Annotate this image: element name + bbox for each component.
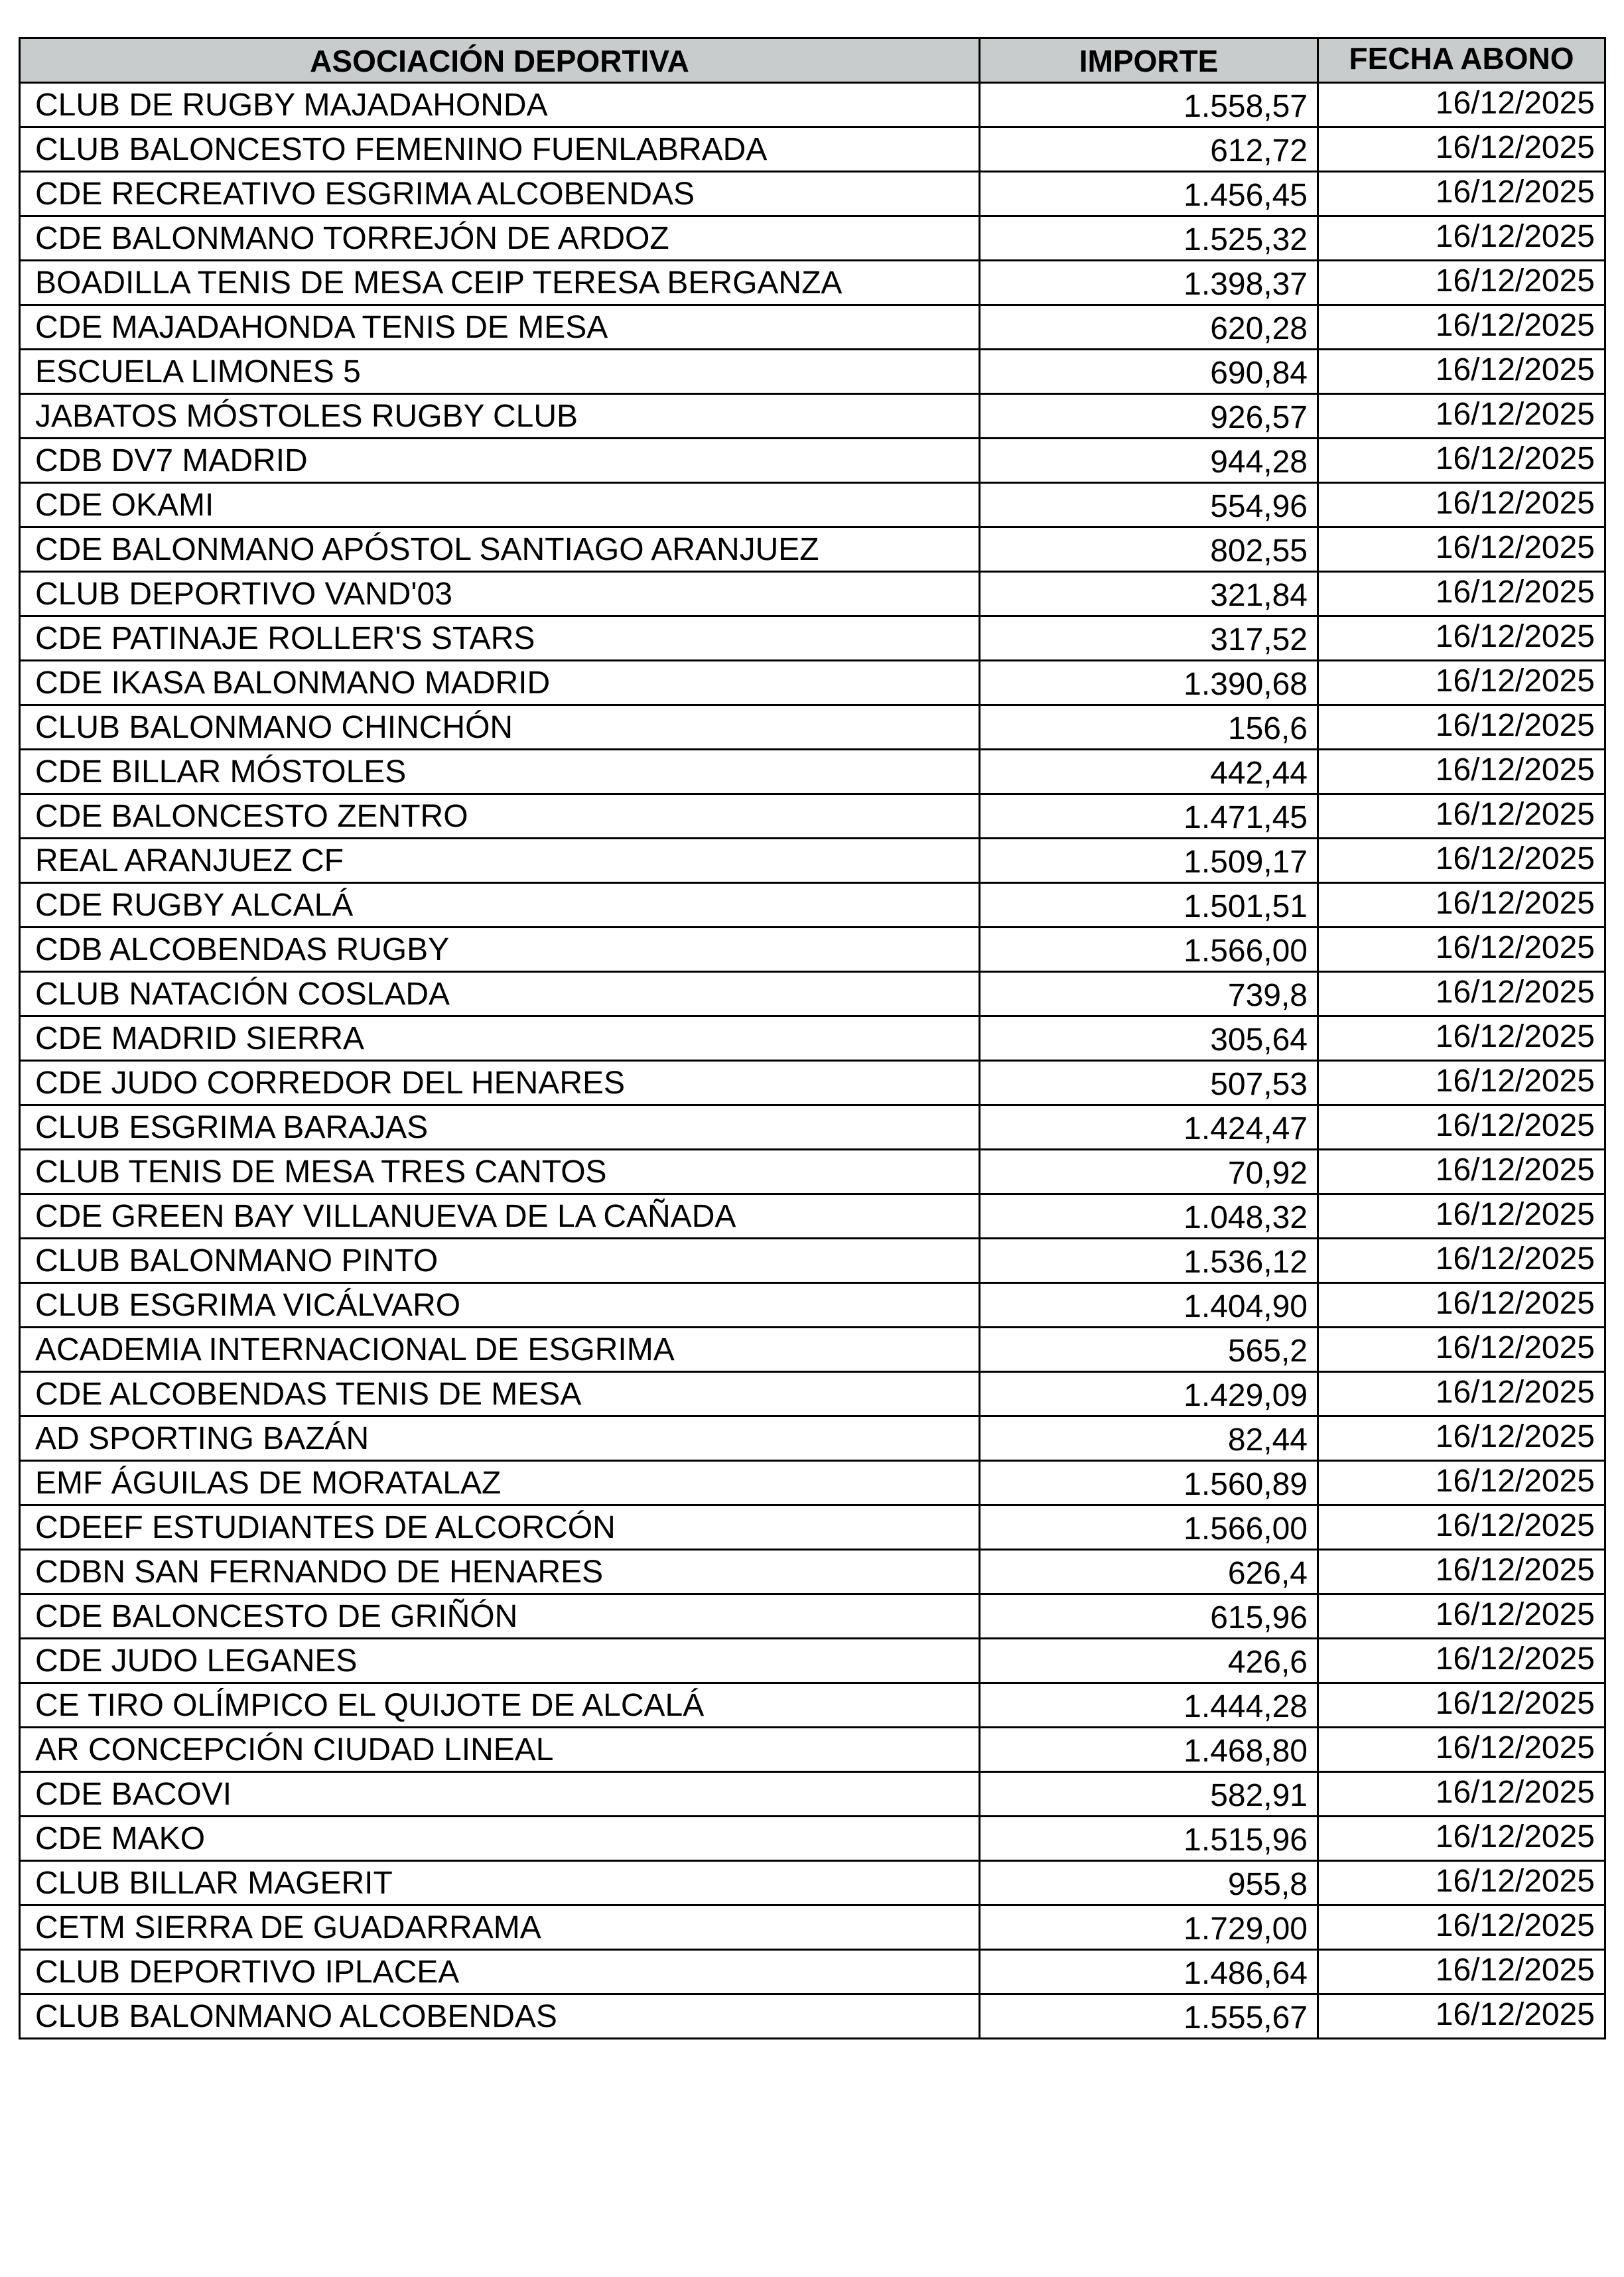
association-name-cell: CLUB ESGRIMA BARAJAS: [20, 1105, 980, 1150]
table-row: [20, 1728, 1605, 1772]
payment-date-cell: 16/12/2025: [1318, 661, 1605, 705]
table-row: [20, 616, 1605, 661]
association-name-cell: CLUB TENIS DE MESA TRES CANTOS: [20, 1150, 980, 1194]
amount-cell: 1.048,32: [980, 1194, 1318, 1239]
association-name-cell: CDE MADRID SIERRA: [20, 1016, 980, 1061]
payment-date-cell: 16/12/2025: [1318, 1505, 1605, 1550]
payment-date-cell: 16/12/2025: [1318, 1905, 1605, 1950]
association-name-cell: CDE JUDO LEGANES: [20, 1639, 980, 1683]
association-name-cell: CLUB BALONCESTO FEMENINO FUENLABRADA: [20, 127, 980, 172]
payment-date-cell: 16/12/2025: [1318, 1594, 1605, 1639]
table-row: [20, 1150, 1605, 1194]
payment-date-cell: 16/12/2025: [1318, 1639, 1605, 1683]
association-name-cell: CLUB BALONMANO CHINCHÓN: [20, 705, 980, 750]
association-name-cell: CDE JUDO CORREDOR DEL HENARES: [20, 1061, 980, 1105]
amount-cell: 554,96: [980, 483, 1318, 527]
association-name-cell: CDE RECREATIVO ESGRIMA ALCOBENDAS: [20, 172, 980, 216]
association-name-cell: CLUB DEPORTIVO IPLACEA: [20, 1950, 980, 1994]
association-name-cell: CLUB BALONMANO PINTO: [20, 1239, 980, 1283]
association-name-cell: CDE IKASA BALONMANO MADRID: [20, 661, 980, 705]
payments-sheet: [19, 37, 1604, 2039]
table-row: [20, 1994, 1605, 2039]
table-row: [20, 1861, 1605, 1905]
table-row: [20, 1817, 1605, 1861]
association-name-cell: CDEEF ESTUDIANTES DE ALCORCÓN: [20, 1505, 980, 1550]
header-association: ASOCIACIÓN DEPORTIVA: [20, 38, 980, 83]
amount-cell: 1.558,57: [980, 83, 1318, 127]
header-row: [20, 38, 1605, 83]
table-row: [20, 439, 1605, 483]
table-body: [20, 83, 1605, 2039]
table-row: [20, 1239, 1605, 1283]
amount-cell: 1.398,37: [980, 261, 1318, 305]
payment-date-cell: 16/12/2025: [1318, 1461, 1605, 1505]
table-row: [20, 1683, 1605, 1728]
association-name-cell: CDE OKAMI: [20, 483, 980, 527]
payment-date-cell: 16/12/2025: [1318, 83, 1605, 127]
amount-cell: 1.525,32: [980, 216, 1318, 261]
amount-cell: 507,53: [980, 1061, 1318, 1105]
table-row: [20, 1016, 1605, 1061]
table-row: [20, 1461, 1605, 1505]
amount-cell: 690,84: [980, 350, 1318, 394]
payment-date-cell: 16/12/2025: [1318, 527, 1605, 572]
payment-date-cell: 16/12/2025: [1318, 1105, 1605, 1150]
amount-cell: 955,8: [980, 1861, 1318, 1905]
payment-date-cell: 16/12/2025: [1318, 616, 1605, 661]
payment-date-cell: 16/12/2025: [1318, 1772, 1605, 1817]
association-name-cell: CLUB NATACIÓN COSLADA: [20, 972, 980, 1016]
amount-cell: 1.729,00: [980, 1905, 1318, 1950]
payment-date-cell: 16/12/2025: [1318, 305, 1605, 350]
amount-cell: 1.390,68: [980, 661, 1318, 705]
payment-date-cell: 16/12/2025: [1318, 1194, 1605, 1239]
association-name-cell: CDBN SAN FERNANDO DE HENARES: [20, 1550, 980, 1594]
payment-date-cell: 16/12/2025: [1318, 1016, 1605, 1061]
amount-cell: 82,44: [980, 1416, 1318, 1461]
amount-cell: 1.444,28: [980, 1683, 1318, 1728]
association-name-cell: CDE MAJADAHONDA TENIS DE MESA: [20, 305, 980, 350]
payment-date-cell: 16/12/2025: [1318, 572, 1605, 616]
amount-cell: 442,44: [980, 750, 1318, 794]
payment-date-cell: 16/12/2025: [1318, 1994, 1605, 2039]
table-row: [20, 972, 1605, 1016]
table-row: [20, 794, 1605, 839]
table-row: [20, 127, 1605, 172]
payment-date-cell: 16/12/2025: [1318, 1728, 1605, 1772]
payment-date-cell: 16/12/2025: [1318, 750, 1605, 794]
payment-date-cell: 16/12/2025: [1318, 839, 1605, 883]
association-name-cell: CLUB BILLAR MAGERIT: [20, 1861, 980, 1905]
payment-date-cell: 16/12/2025: [1318, 972, 1605, 1016]
table-row: [20, 527, 1605, 572]
payment-date-cell: 16/12/2025: [1318, 1416, 1605, 1461]
payment-date-cell: 16/12/2025: [1318, 439, 1605, 483]
amount-cell: 317,52: [980, 616, 1318, 661]
amount-cell: 426,6: [980, 1639, 1318, 1683]
table-row: [20, 305, 1605, 350]
amount-cell: 1.471,45: [980, 794, 1318, 839]
amount-cell: 1.468,80: [980, 1728, 1318, 1772]
header-amount: IMPORTE: [980, 38, 1318, 83]
association-name-cell: CLUB ESGRIMA VICÁLVARO: [20, 1283, 980, 1328]
association-name-cell: ESCUELA LIMONES 5: [20, 350, 980, 394]
payment-date-cell: 16/12/2025: [1318, 1950, 1605, 1994]
table-row: [20, 1328, 1605, 1372]
table-row: [20, 394, 1605, 439]
payment-date-cell: 16/12/2025: [1318, 1683, 1605, 1728]
table-row: [20, 661, 1605, 705]
amount-cell: 1.429,09: [980, 1372, 1318, 1416]
table-row: [20, 1105, 1605, 1150]
payment-date-cell: 16/12/2025: [1318, 1817, 1605, 1861]
table-row: [20, 483, 1605, 527]
payment-date-cell: 16/12/2025: [1318, 883, 1605, 928]
payment-date-cell: 16/12/2025: [1318, 127, 1605, 172]
payment-date-cell: 16/12/2025: [1318, 394, 1605, 439]
association-name-cell: CDB DV7 MADRID: [20, 439, 980, 483]
association-name-cell: CLUB DEPORTIVO VAND'03: [20, 572, 980, 616]
payment-date-cell: 16/12/2025: [1318, 794, 1605, 839]
table-row: [20, 1283, 1605, 1328]
association-name-cell: CDE ALCOBENDAS TENIS DE MESA: [20, 1372, 980, 1416]
amount-cell: 565,2: [980, 1328, 1318, 1372]
amount-cell: 1.566,00: [980, 1505, 1318, 1550]
table-row: [20, 216, 1605, 261]
association-name-cell: CDE BALONMANO APÓSTOL SANTIAGO ARANJUEZ: [20, 527, 980, 572]
table-row: [20, 572, 1605, 616]
amount-cell: 615,96: [980, 1594, 1318, 1639]
payment-date-cell: 16/12/2025: [1318, 1239, 1605, 1283]
amount-cell: 612,72: [980, 127, 1318, 172]
association-name-cell: AR CONCEPCIÓN CIUDAD LINEAL: [20, 1728, 980, 1772]
table-row: [20, 1550, 1605, 1594]
payment-date-cell: 16/12/2025: [1318, 1550, 1605, 1594]
table-row: [20, 1194, 1605, 1239]
payment-date-cell: 16/12/2025: [1318, 350, 1605, 394]
amount-cell: 1.555,67: [980, 1994, 1318, 2039]
table-row: [20, 839, 1605, 883]
association-name-cell: ACADEMIA INTERNACIONAL DE ESGRIMA: [20, 1328, 980, 1372]
table-row: [20, 1772, 1605, 1817]
payment-date-cell: 16/12/2025: [1318, 1861, 1605, 1905]
payments-table: [19, 37, 1606, 2039]
amount-cell: 1.486,64: [980, 1950, 1318, 1994]
association-name-cell: CDE PATINAJE ROLLER'S STARS: [20, 616, 980, 661]
amount-cell: 70,92: [980, 1150, 1318, 1194]
payment-date-cell: 16/12/2025: [1318, 1372, 1605, 1416]
payment-date-cell: 16/12/2025: [1318, 1328, 1605, 1372]
table-row: [20, 1372, 1605, 1416]
payment-date-cell: 16/12/2025: [1318, 1061, 1605, 1105]
amount-cell: 1.560,89: [980, 1461, 1318, 1505]
table-row: [20, 261, 1605, 305]
amount-cell: 620,28: [980, 305, 1318, 350]
association-name-cell: REAL ARANJUEZ CF: [20, 839, 980, 883]
payment-date-cell: 16/12/2025: [1318, 1283, 1605, 1328]
association-name-cell: CE TIRO OLÍMPICO EL QUIJOTE DE ALCALÁ: [20, 1683, 980, 1728]
amount-cell: 802,55: [980, 527, 1318, 572]
association-name-cell: CDE BALONCESTO DE GRIÑÓN: [20, 1594, 980, 1639]
amount-cell: 1.456,45: [980, 172, 1318, 216]
association-name-cell: AD SPORTING BAZÁN: [20, 1416, 980, 1461]
payment-date-cell: 16/12/2025: [1318, 483, 1605, 527]
amount-cell: 1.404,90: [980, 1283, 1318, 1328]
amount-cell: 944,28: [980, 439, 1318, 483]
amount-cell: 739,8: [980, 972, 1318, 1016]
amount-cell: 1.566,00: [980, 928, 1318, 972]
table-row: [20, 1416, 1605, 1461]
table-row: [20, 172, 1605, 216]
amount-cell: 626,4: [980, 1550, 1318, 1594]
association-name-cell: JABATOS MÓSTOLES RUGBY CLUB: [20, 394, 980, 439]
table-row: [20, 1905, 1605, 1950]
amount-cell: 1.509,17: [980, 839, 1318, 883]
association-name-cell: EMF ÁGUILAS DE MORATALAZ: [20, 1461, 980, 1505]
amount-cell: 156,6: [980, 705, 1318, 750]
association-name-cell: CDE BALONCESTO ZENTRO: [20, 794, 980, 839]
table-header: [20, 38, 1605, 83]
payment-date-cell: 16/12/2025: [1318, 216, 1605, 261]
header-date: FECHA ABONO: [1318, 38, 1605, 83]
amount-cell: 1.501,51: [980, 883, 1318, 928]
table-row: [20, 1639, 1605, 1683]
table-row: [20, 705, 1605, 750]
amount-cell: 305,64: [980, 1016, 1318, 1061]
association-name-cell: CETM SIERRA DE GUADARRAMA: [20, 1905, 980, 1950]
table-row: [20, 1061, 1605, 1105]
association-name-cell: CDE GREEN BAY VILLANUEVA DE LA CAÑADA: [20, 1194, 980, 1239]
table-row: [20, 1505, 1605, 1550]
association-name-cell: CDB ALCOBENDAS RUGBY: [20, 928, 980, 972]
association-name-cell: CLUB DE RUGBY MAJADAHONDA: [20, 83, 980, 127]
association-name-cell: CDE RUGBY ALCALÁ: [20, 883, 980, 928]
table-row: [20, 928, 1605, 972]
amount-cell: 1.424,47: [980, 1105, 1318, 1150]
payment-date-cell: 16/12/2025: [1318, 1150, 1605, 1194]
table-row: [20, 883, 1605, 928]
table-row: [20, 1594, 1605, 1639]
amount-cell: 321,84: [980, 572, 1318, 616]
association-name-cell: BOADILLA TENIS DE MESA CEIP TERESA BERGANZA: [20, 261, 980, 305]
table-row: [20, 83, 1605, 127]
association-name-cell: CDE BALONMANO TORREJÓN DE ARDOZ: [20, 216, 980, 261]
amount-cell: 582,91: [980, 1772, 1318, 1817]
table-row: [20, 750, 1605, 794]
association-name-cell: CDE MAKO: [20, 1817, 980, 1861]
amount-cell: 1.515,96: [980, 1817, 1318, 1861]
payment-date-cell: 16/12/2025: [1318, 172, 1605, 216]
association-name-cell: CLUB BALONMANO ALCOBENDAS: [20, 1994, 980, 2039]
table-row: [20, 1950, 1605, 1994]
association-name-cell: CDE BILLAR MÓSTOLES: [20, 750, 980, 794]
table-row: [20, 350, 1605, 394]
payment-date-cell: 16/12/2025: [1318, 261, 1605, 305]
amount-cell: 926,57: [980, 394, 1318, 439]
association-name-cell: CDE BACOVI: [20, 1772, 980, 1817]
payment-date-cell: 16/12/2025: [1318, 705, 1605, 750]
payment-date-cell: 16/12/2025: [1318, 928, 1605, 972]
amount-cell: 1.536,12: [980, 1239, 1318, 1283]
